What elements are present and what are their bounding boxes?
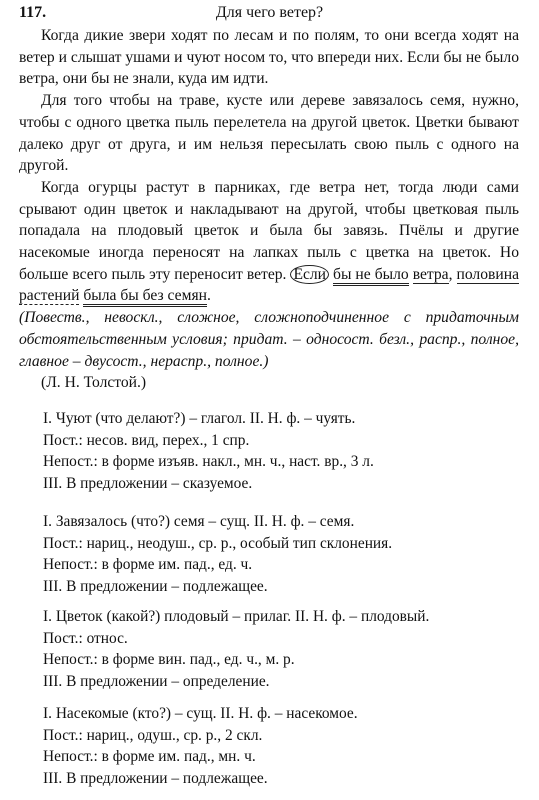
paragraph-3: Когда огурцы растут в парниках, где ветра нет, тогда люди сами срывают один цветок и накладывают на другой, чтобы цветковая пыль попадала на плодовый цветок и была бы завязь. Пчёлы и другие насекомые иногда переносят на лапках пыль с цветка на цветок. Но больше всего пыль эту переносит ветер. Если бы не было ветра, половина растений была бы без семян. xyxy=(19,177,519,307)
analysis-line: I. Цветок (какой?) плодовый – прилаг. II. Н. ф. – плодовый. xyxy=(43,608,430,625)
predicate-1: бы не было xyxy=(333,266,409,286)
analysis-block-2 xyxy=(43,511,392,597)
analysis-line: Пост.: несов. вид, перех., 1 спр. xyxy=(43,431,250,449)
exercise-number: 117. xyxy=(19,4,47,21)
analysis-line: Пост.: нариц., одуш., ср. р., 2 скл. xyxy=(43,726,263,744)
paragraph-2: Для того чтобы на траве, кусте или дереве завязалось семя, нужно, чтобы с одного цветка пыль перелетела на другой цветок. Цветки бывают далеко друг от друга, и им нельзя пересылать свою пыль с одного на другой. xyxy=(19,92,519,175)
addition: растений xyxy=(19,287,80,305)
analysis-line: III. В предложении – сказуемое. xyxy=(43,474,253,492)
author: (Л. Н. Толстой.) xyxy=(41,374,147,392)
exercise-text xyxy=(19,25,519,394)
exercise-title: Для чего ветер? xyxy=(215,4,324,21)
paragraph-1: Когда дикие звери ходят по лесам и по полям, то они всегда ходят на ветер и слышат ушами и чуют носом то, что впереди них. Если бы не было ветра, они бы не знали, куда им идти. xyxy=(19,27,519,88)
paragraph-3-text: Когда огурцы растут в парниках, где ветра нет, тогда люди сами срывают один цветок и накладывают на другой, чтобы цветковая пыль попадала на плодовый цветок и была бы завязь. Пчёлы и другие насекомые иногда переносят на лапках пыль с цветка на цветок. Но больше всего пыль эту переносит ветер. xyxy=(19,178,519,283)
analysis-block-3 xyxy=(43,606,429,692)
subject-1: ветра xyxy=(412,265,449,283)
analysis-line: Непост.: в форме им. пад., ед. ч. xyxy=(43,556,253,573)
analysis-line: I. Насекомые (кто?) – сущ. II. Н. ф. – насекомое. xyxy=(43,705,358,722)
analysis-line: Непост.: в форме изъяв. накл., мн. ч., наст. вр., 3 л. xyxy=(43,453,374,470)
analysis-block-4 xyxy=(43,703,358,789)
analysis-line: Непост.: в форме вин. пад., ед. ч., м. р. xyxy=(43,651,295,668)
analysis-line: Пост.: нариц., неодуш., ср. р., особый тип склонения. xyxy=(43,534,393,552)
analysis-line: III. В предложении – подлежащее. xyxy=(43,769,268,787)
predicate-2: была бы без семян xyxy=(83,287,207,307)
sentence-scheme: (Повеств., невоскл., сложное, сложноподчиненное с придаточным обстоятельственным условия; придат. – односост. безл., распр., полное, главное – двусост., нераспр., полное.) xyxy=(19,309,519,370)
analysis-block-1 xyxy=(43,408,374,494)
analysis-line: III. В предложении – определение. xyxy=(43,672,270,690)
exercise-header xyxy=(0,4,539,26)
conjunction-circled: Если xyxy=(290,265,329,284)
analysis-line: Пост.: относ. xyxy=(43,629,128,647)
analysis-line: I. Чуют (что делают?) – глагол. II. Н. ф. – чуять. xyxy=(43,410,356,427)
analysis-line: I. Завязалось (что?) семя – сущ. II. Н. ф. – семя. xyxy=(43,513,355,530)
analysis-line: III. В предложении – подлежащее. xyxy=(43,577,268,595)
subject-2: половина xyxy=(456,265,519,283)
analysis-line: Непост.: в форме им. пад., мн. ч. xyxy=(43,748,256,765)
